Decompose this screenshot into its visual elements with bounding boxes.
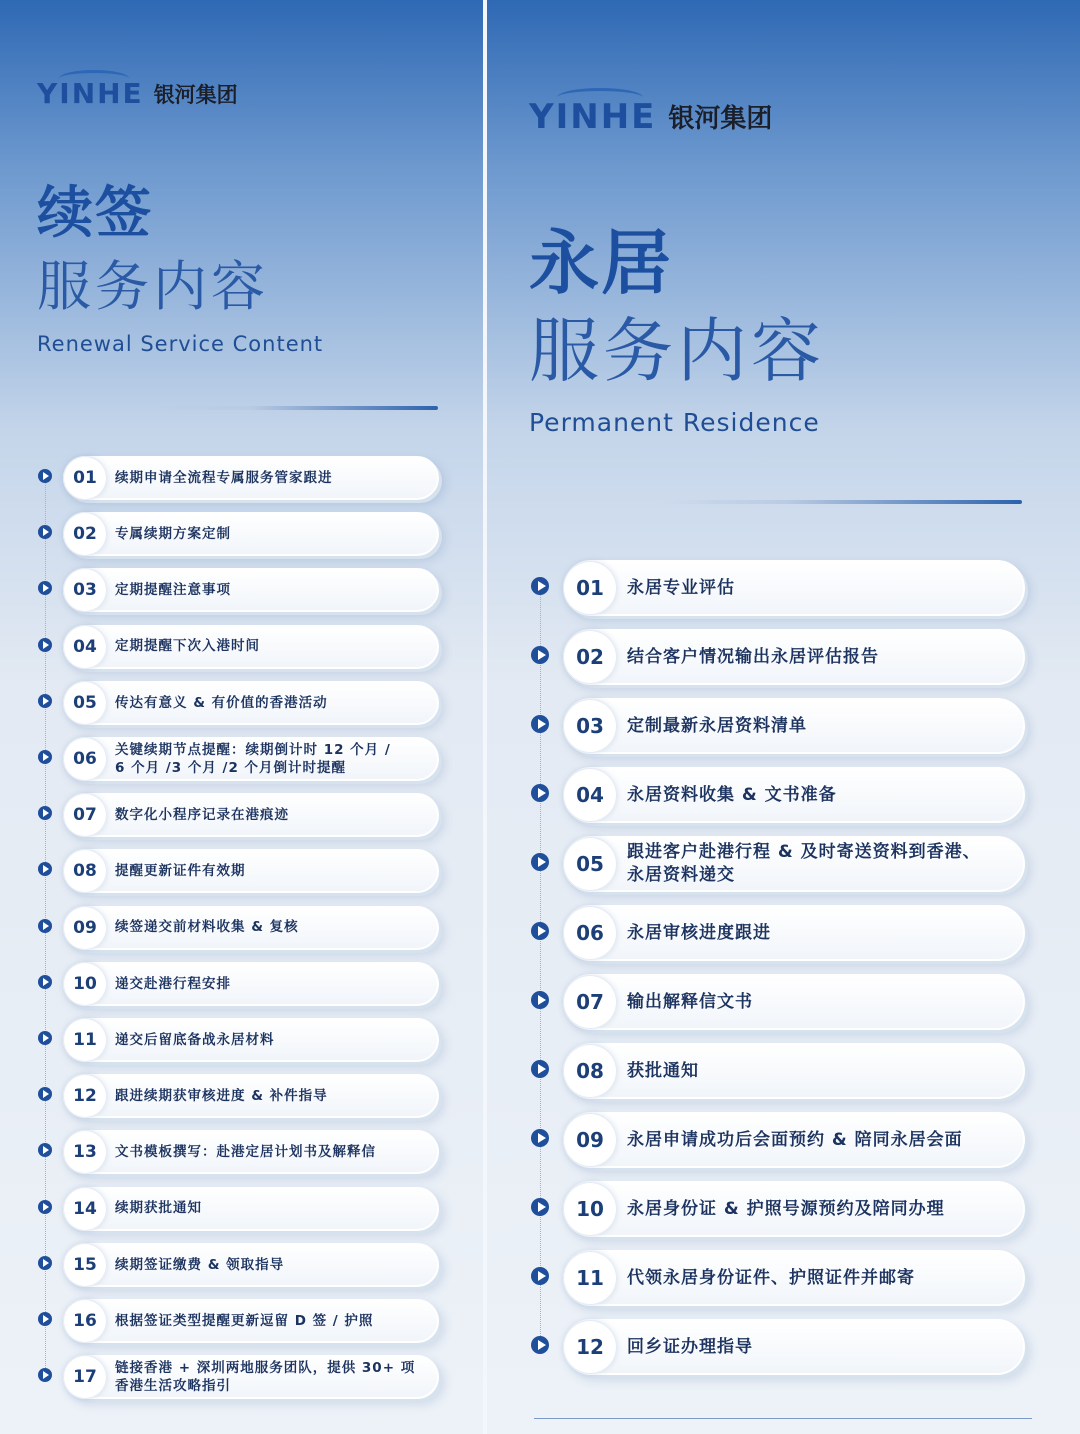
item-text-line1: 续期申请全流程专属服务管家跟进 — [115, 469, 333, 486]
item-text-line2: 6 个月 /3 个月 /2 个月倒计时提醒 — [115, 760, 347, 776]
item-text-line1: 传达有意义 & 有价值的香港活动 — [115, 694, 328, 711]
logo-chinese-name: 银河集团 — [668, 104, 773, 134]
item-text — [627, 1267, 915, 1290]
play-bullet-icon — [38, 1368, 52, 1382]
item-text-line1: 续签递交前材料收集 & 复核 — [115, 919, 299, 936]
service-item-card — [63, 1299, 439, 1343]
item-number-badge: 14 — [63, 1187, 107, 1231]
item-number-badge: 09 — [63, 906, 107, 950]
service-item-card — [63, 1130, 439, 1174]
item-text — [627, 922, 771, 945]
item-text-line1: 输出解释信文书 — [627, 991, 753, 1012]
item-text — [115, 918, 299, 936]
item-number-badge: 09 — [563, 1113, 617, 1167]
item-number-badge: 04 — [63, 625, 107, 669]
play-bullet-icon — [531, 1129, 549, 1147]
service-item-card — [63, 793, 439, 837]
item-text-line1: 文书模板撰写：赴港定居计划书及解释信 — [115, 1144, 376, 1161]
item-text-line1: 定期提醒下次入港时间 — [115, 638, 260, 655]
service-item-card — [63, 625, 439, 669]
service-item-card — [63, 1187, 439, 1231]
item-text-line1: 跟进续期获审核进度 & 补件指导 — [115, 1088, 328, 1105]
item-text-line1: 递交赴港行程安排 — [115, 975, 231, 992]
item-text-line1: 永居审核进度跟进 — [627, 922, 771, 943]
item-text — [115, 1143, 376, 1161]
brand-logo — [529, 97, 773, 137]
item-text-line1: 获批通知 — [627, 1060, 699, 1081]
service-item-card — [563, 836, 1025, 892]
item-text-line1: 续期获批通知 — [115, 1200, 202, 1217]
item-number-badge: 06 — [63, 737, 107, 781]
play-bullet-icon — [531, 922, 549, 940]
item-number-badge: 10 — [563, 1182, 617, 1236]
renewal-panel — [0, 0, 483, 1434]
title-rule — [662, 500, 1022, 504]
item-text — [627, 991, 753, 1014]
permanent-residence-panel — [487, 0, 1080, 1434]
item-number-badge: 08 — [63, 849, 107, 893]
service-item-card — [563, 698, 1025, 754]
service-item-card — [563, 1043, 1025, 1099]
service-item-card — [63, 681, 439, 725]
item-number-badge: 01 — [63, 456, 107, 500]
service-item-card — [63, 1243, 439, 1287]
play-bullet-icon — [531, 646, 549, 664]
item-number-badge: 06 — [563, 906, 617, 960]
item-text — [115, 1256, 284, 1274]
logo-arc-icon — [59, 70, 129, 87]
item-number-badge: 12 — [63, 1074, 107, 1118]
service-item-card — [63, 456, 439, 500]
play-bullet-icon — [38, 469, 52, 483]
item-text-line1: 结合客户情况输出永居评估报告 — [627, 646, 879, 667]
item-text — [115, 862, 246, 880]
logo-arc-icon — [557, 88, 643, 107]
item-text-line1: 跟进客户赴港行程 & 及时寄送资料到香港、 — [627, 842, 981, 863]
item-text-line1: 提醒更新证件有效期 — [115, 863, 246, 880]
item-text — [115, 525, 231, 543]
logo-mark — [37, 77, 144, 110]
item-text — [115, 1312, 373, 1330]
play-bullet-icon — [531, 991, 549, 1009]
page-subtitle: Renewal Service Content — [37, 332, 324, 356]
item-text — [115, 469, 333, 487]
item-text — [627, 577, 735, 600]
play-bullet-icon — [38, 1143, 52, 1157]
logo-mark — [529, 97, 657, 137]
item-text-line1: 定期提醒注意事项 — [115, 582, 231, 599]
service-item-card — [563, 1319, 1025, 1375]
item-text-line1: 回乡证办理指导 — [627, 1336, 753, 1357]
item-text — [115, 741, 391, 777]
play-bullet-icon — [38, 638, 52, 652]
play-bullet-icon — [38, 1031, 52, 1045]
item-text-line1: 永居身份证 & 护照号源预约及陪同办理 — [627, 1198, 945, 1219]
play-bullet-icon — [38, 750, 52, 764]
item-number-badge: 03 — [563, 699, 617, 753]
play-bullet-icon — [38, 1312, 52, 1326]
item-number-badge: 16 — [63, 1299, 107, 1343]
play-bullet-icon — [38, 806, 52, 820]
service-item-card — [563, 629, 1025, 685]
play-bullet-icon — [531, 853, 549, 871]
service-item-card — [563, 974, 1025, 1030]
item-text-line1: 链接香港 + 深圳两地服务团队，提供 30+ 项 — [115, 1359, 416, 1376]
item-number-badge: 07 — [563, 975, 617, 1029]
item-text-line1: 根据签证类型提醒更新逗留 D 签 / 护照 — [115, 1312, 374, 1329]
item-text — [115, 1087, 328, 1105]
title-rule — [150, 406, 438, 410]
play-bullet-icon — [531, 577, 549, 595]
page-title-strong: 续签 — [37, 181, 153, 246]
timeline-dotted-line — [540, 590, 541, 1350]
item-number-badge: 11 — [563, 1251, 617, 1305]
play-bullet-icon — [531, 784, 549, 802]
item-number-badge: 07 — [63, 793, 107, 837]
item-text — [627, 1336, 753, 1359]
service-item-card — [63, 512, 439, 556]
logo-mark-text: YINHE — [37, 77, 144, 110]
service-item-card — [63, 1018, 439, 1062]
service-item-card — [563, 1112, 1025, 1168]
item-text-line1: 代领永居身份证件、护照证件并邮寄 — [627, 1267, 915, 1288]
page-subtitle: Permanent Residence — [529, 408, 820, 437]
item-text — [115, 1031, 275, 1049]
service-item-card — [563, 1250, 1025, 1306]
item-number-badge: 12 — [563, 1320, 617, 1374]
item-text-line1: 永居资料收集 & 文书准备 — [627, 784, 837, 805]
service-item-card — [563, 905, 1025, 961]
play-bullet-icon — [38, 1200, 52, 1214]
item-number-badge: 04 — [563, 768, 617, 822]
item-text — [627, 646, 879, 669]
service-item-card — [63, 849, 439, 893]
item-text — [627, 841, 981, 887]
play-bullet-icon — [38, 1087, 52, 1101]
item-text — [627, 784, 837, 807]
page-title-light: 服务内容 — [37, 255, 269, 318]
item-text — [115, 1359, 415, 1395]
item-number-badge: 02 — [63, 512, 107, 556]
logo-chinese-name: 银河集团 — [153, 83, 238, 107]
service-item-card — [563, 560, 1025, 616]
item-text — [627, 1060, 699, 1083]
item-text — [627, 1129, 963, 1152]
service-item-card — [63, 962, 439, 1006]
service-item-card — [63, 568, 439, 612]
item-number-badge: 01 — [563, 561, 617, 615]
item-text — [115, 975, 231, 993]
service-item-card — [563, 1181, 1025, 1237]
service-item-card — [63, 1074, 439, 1118]
item-text-line1: 续期签证缴费 & 领取指导 — [115, 1256, 285, 1273]
item-number-badge: 03 — [63, 568, 107, 612]
service-item-card — [63, 906, 439, 950]
service-item-card — [563, 767, 1025, 823]
play-bullet-icon — [38, 975, 52, 989]
service-item-card — [63, 737, 439, 781]
logo-mark-text: YINHE — [529, 97, 657, 137]
item-text-line1: 永居专业评估 — [627, 577, 735, 598]
page-title-strong: 永居 — [529, 222, 673, 304]
service-item-card — [63, 1355, 439, 1399]
play-bullet-icon — [531, 1267, 549, 1285]
play-bullet-icon — [531, 715, 549, 733]
page-title-light: 服务内容 — [529, 310, 825, 392]
item-number-badge: 13 — [63, 1130, 107, 1174]
play-bullet-icon — [38, 581, 52, 595]
item-text — [115, 1199, 202, 1217]
play-bullet-icon — [38, 525, 52, 539]
item-number-badge: 17 — [63, 1355, 107, 1399]
item-number-badge: 05 — [563, 837, 617, 891]
play-bullet-icon — [531, 1060, 549, 1078]
play-bullet-icon — [38, 862, 52, 876]
item-text-line1: 永居申请成功后会面预约 & 陪同永居会面 — [627, 1129, 963, 1150]
play-bullet-icon — [38, 694, 52, 708]
item-text-line1: 数字化小程序记录在港痕迹 — [115, 807, 289, 824]
play-bullet-icon — [38, 919, 52, 933]
item-number-badge: 15 — [63, 1243, 107, 1287]
play-bullet-icon — [38, 1256, 52, 1270]
item-text-line1: 定制最新永居资料清单 — [627, 715, 807, 736]
item-text — [115, 637, 260, 655]
item-text — [627, 715, 807, 738]
play-bullet-icon — [531, 1198, 549, 1216]
item-text-line1: 专属续期方案定制 — [115, 526, 231, 543]
play-bullet-icon — [531, 1336, 549, 1354]
item-text — [115, 694, 328, 712]
item-text — [115, 806, 289, 824]
item-number-badge: 02 — [563, 630, 617, 684]
item-text-line1: 关键续期节点提醒：续期倒计时 12 个月 / — [115, 741, 391, 758]
item-text-line2: 永居资料递交 — [627, 865, 735, 885]
item-text — [115, 581, 231, 599]
item-number-badge: 11 — [63, 1018, 107, 1062]
item-number-badge: 08 — [563, 1044, 617, 1098]
item-text-line2: 香港生活攻略指引 — [115, 1378, 231, 1395]
bottom-rule — [534, 1418, 1032, 1419]
item-text-line1: 递交后留底备战永居材料 — [115, 1031, 275, 1048]
item-number-badge: 10 — [63, 962, 107, 1006]
brand-logo — [37, 77, 238, 110]
item-number-badge: 05 — [63, 681, 107, 725]
item-text — [627, 1198, 945, 1221]
